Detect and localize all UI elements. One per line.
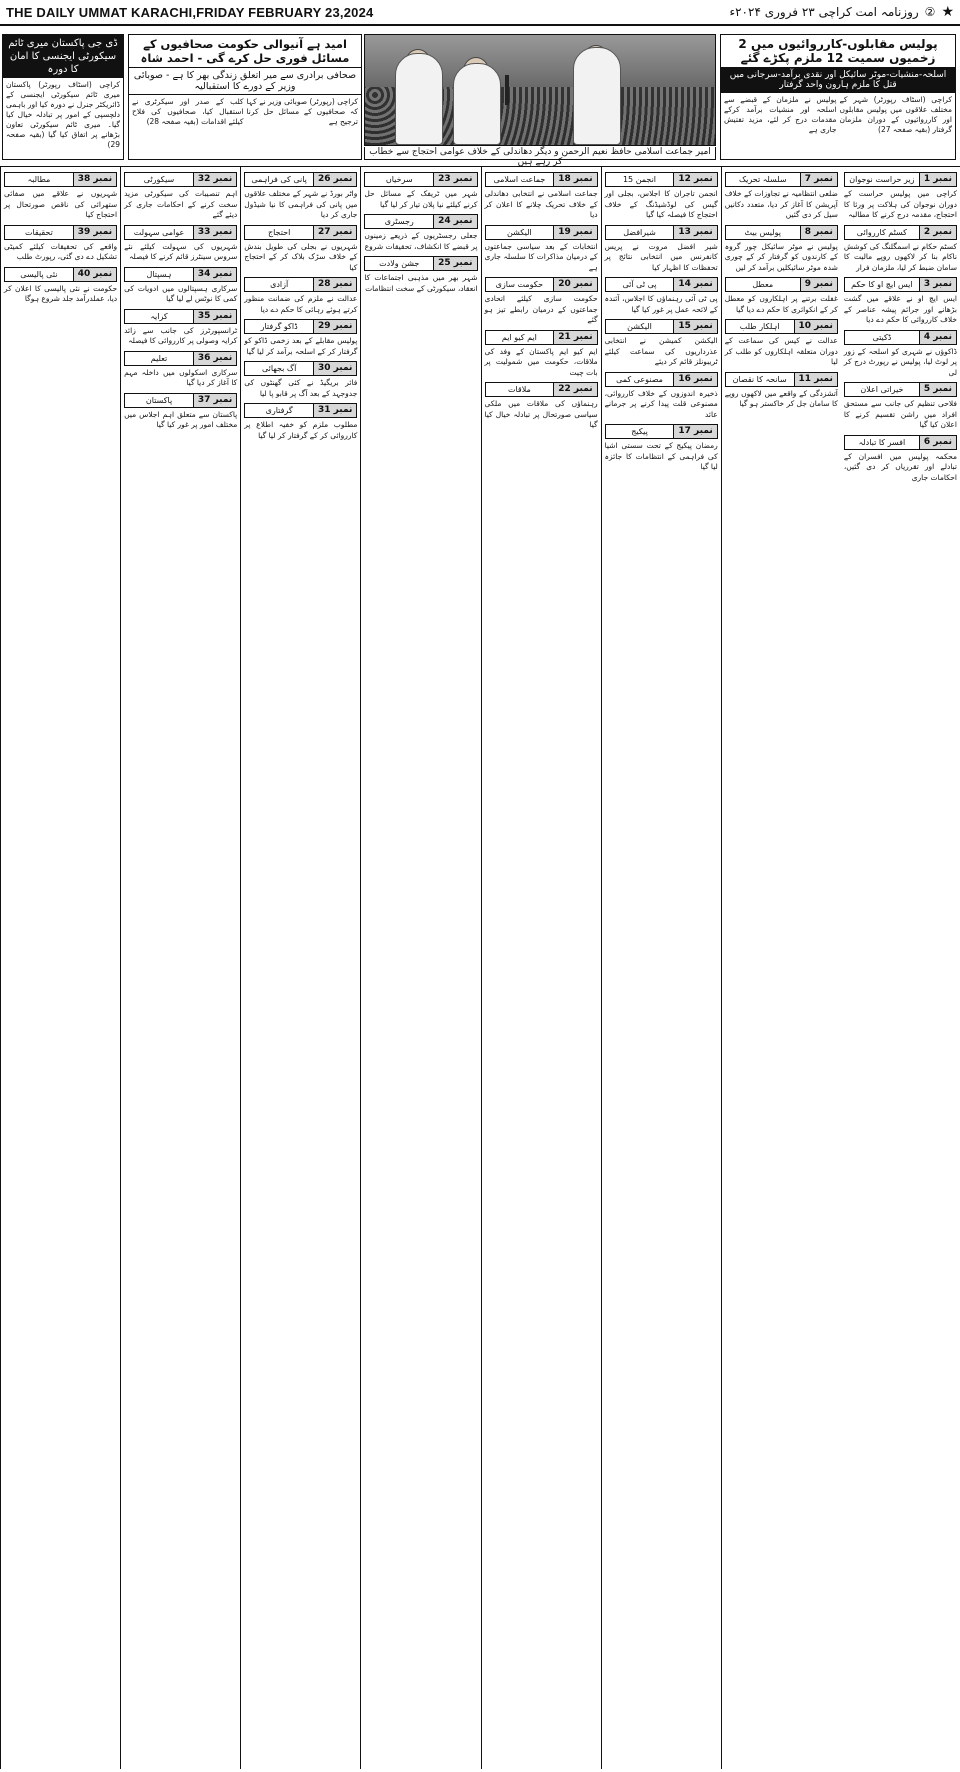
news-item — [124, 393, 237, 431]
continuation-number: نمبر 26 — [313, 173, 356, 186]
continuation-tag — [844, 225, 957, 240]
continuation-tag — [244, 225, 357, 240]
article-text: ٹرانسپورٹرز کی جانب سے زائد کرایہ وصولی پر کارروائی کا فیصلہ — [124, 325, 238, 345]
police-col2: پولیس نے ملزمان کے قبضے سے اسلحہ اور منشیات برآمد کرکے مقدمات درج کر لئے، مزید تفتیش جاری ہے — [724, 95, 837, 134]
news-column — [721, 167, 841, 1769]
continuation-tag — [364, 214, 477, 229]
news-column — [240, 167, 360, 1769]
continuation-number: نمبر 3 — [919, 278, 956, 291]
continuation-number: نمبر 5 — [919, 383, 956, 396]
continuation-tag — [244, 172, 357, 187]
news-item — [4, 225, 117, 263]
continuation-number: نمبر 16 — [673, 373, 716, 386]
article-text: واقعے کی تحقیقات کیلئے کمیٹی تشکیل دے دی گئی، رپورٹ طلب — [4, 241, 118, 261]
continuation-title: مطالبہ — [27, 175, 51, 184]
continuation-tag — [605, 277, 718, 292]
news-column — [0, 167, 120, 1769]
continuation-number: نمبر 35 — [193, 310, 236, 323]
article-text: کسٹم حکام نے اسمگلنگ کی کوشش ناکام بنا کر لاکھوں روپے مالیت کا سامان ضبط کر لیا، ملزمان فرار — [843, 241, 957, 272]
article-text: آتشزدگی کے واقعے میں لاکھوں روپے کا سامان جل کر خاکستر ہو گیا — [724, 388, 838, 408]
article-text: عدالت نے ملزم کی ضمانت منظور کرتے ہوئے رہائی کا حکم دے دیا — [244, 294, 358, 314]
continuation-tag — [124, 225, 237, 240]
news-item — [605, 277, 718, 315]
continuation-title: تعلیم — [150, 353, 168, 363]
continuation-tag — [844, 172, 957, 187]
masthead — [0, 0, 960, 26]
continuation-tag — [485, 330, 598, 345]
news-item — [605, 172, 718, 221]
continuation-title: سلسلہ تحریک — [738, 175, 787, 184]
continuation-tag — [244, 319, 357, 334]
top-region — [0, 30, 960, 167]
continuation-tag — [364, 256, 477, 271]
news-item — [485, 330, 598, 379]
continuation-number: نمبر 11 — [794, 373, 837, 386]
news-item — [4, 172, 117, 221]
article-text: واٹر بورڈ نے شہر کے مختلف علاقوں میں پانی کی فراہمی کا نیا شیڈول جاری کر دیا — [244, 189, 358, 219]
continuation-title: زیر حراست نوجوان — [849, 175, 915, 184]
news-item — [364, 256, 477, 294]
continuation-tag — [364, 172, 477, 187]
continuation-number: نمبر 38 — [73, 173, 116, 186]
article-text: پولیس مقابلے کے بعد زخمی ڈاکو کو گرفتار کر کے اسلحہ برآمد کر لیا گیا — [244, 336, 358, 356]
news-item — [605, 319, 718, 368]
continuation-tag — [485, 172, 598, 187]
news-item — [244, 403, 357, 441]
maritime-story — [2, 34, 124, 160]
continuation-tag — [725, 225, 838, 240]
continuation-title: ایس ایچ او کا حکم — [851, 280, 913, 289]
continuation-number: نمبر 33 — [193, 226, 236, 239]
continuation-tag — [485, 277, 598, 292]
article-text: شہر میں ٹریفک کے مسائل حل کرنے کیلئے نیا پلان تیار کر لیا گیا — [364, 189, 478, 209]
continuation-tag — [605, 172, 718, 187]
news-item — [244, 319, 357, 357]
news-item — [485, 225, 598, 274]
news-item — [244, 225, 357, 274]
continuation-number: نمبر 37 — [193, 394, 236, 407]
continuation-title: سیکورٹی — [143, 175, 175, 184]
continuation-tag — [605, 424, 718, 439]
news-item — [485, 277, 598, 326]
news-item — [124, 267, 237, 305]
police-subhead: اسلحہ-منشیات-موٹر سائیکل اور نقدی برآمد-سرجانی میں قتل کا ملزم ہارون واحد گرفتار — [721, 68, 955, 93]
news-column — [360, 167, 480, 1769]
continuation-number: نمبر 28 — [313, 278, 356, 291]
photo-caption: امیر جماعت اسلامی حافظ نعیم الرحمن و دیگر دھاندلی کے خلاف عوامی احتجاج سے خطاب کر رہے ہیں — [364, 147, 716, 160]
news-item — [844, 225, 957, 274]
article-text: ایس ایچ او نے علاقے میں گشت بڑھانے اور جرائم پیشہ عناصر کے خلاف کارروائی کا حکم دے دیا — [843, 294, 957, 324]
continuation-title: پاکستان — [145, 395, 173, 405]
continuation-title: پیکیج — [631, 427, 648, 436]
continuation-tag — [124, 351, 237, 366]
news-item — [844, 172, 957, 221]
continuation-tag — [485, 225, 598, 240]
news-item — [364, 214, 477, 252]
continuation-title: جماعت اسلامی — [493, 175, 546, 184]
continuation-title: ہسپتال — [146, 269, 172, 279]
continuation-number: نمبر 34 — [193, 268, 236, 281]
speaker2-figure — [573, 47, 621, 145]
continuation-title: الیکشن — [627, 322, 652, 331]
article-text: شہریوں نے علاقے میں صفائی ستھرائی کی ناقص صورتحال پر احتجاج کیا — [4, 189, 118, 219]
article-text: ذخیرہ اندوزوں کے خلاف کارروائی، مصنوعی قلت پیدا کرنے پر جرمانے عائد — [604, 388, 718, 419]
masthead-urdu-text: روزنامہ امت کراچی ۲۳ فروری ۲۰۲۴ء — [729, 5, 919, 19]
continuation-number: نمبر 40 — [73, 268, 116, 281]
continuation-tag — [725, 277, 838, 292]
continuation-number: نمبر 10 — [794, 320, 837, 333]
news-item — [485, 172, 598, 221]
continuation-number: نمبر 30 — [313, 362, 356, 375]
masthead-english-title: THE DAILY UMMAT KARACHI,FRIDAY FEBRUARY 23,2024 — [6, 4, 374, 20]
article-text: رمضان پیکیج کے تحت سستی اشیا کی فراہمی کے انتظامات کا جائزہ لیا گیا — [604, 441, 718, 471]
continuation-title: ملاقات — [507, 385, 531, 394]
article-text: سرکاری اسکولوں میں داخلہ مہم کا آغاز کر دیا گیا — [124, 367, 238, 387]
maritime-headline: ڈی جی پاکستان میری ٹائم سیکورٹی ایجنسی کا امان کا دورہ — [3, 35, 123, 78]
continuation-number: نمبر 15 — [673, 320, 716, 333]
police-story — [720, 34, 956, 160]
news-item — [244, 277, 357, 315]
article-text: حکومت نے نئی پالیسی کا اعلان کر دیا، عملدرآمد جلد شروع ہوگا — [4, 283, 118, 303]
article-text: حکومت سازی کیلئے اتحادی جماعتوں کے درمیان رابطے تیز ہو گئے — [484, 294, 598, 324]
continuation-title: آزادی — [270, 280, 289, 289]
news-item — [605, 225, 718, 274]
article-text: عدالت نے کیس کی سماعت کے دوران متعلقہ اہلکاروں کو طلب کر لیا — [724, 336, 838, 366]
continuation-number: نمبر 9 — [800, 278, 837, 291]
continuation-number: نمبر 29 — [313, 320, 356, 333]
continuation-tag — [725, 372, 838, 387]
star-icon: ★ — [941, 4, 954, 20]
article-text: شیر افضل مروت نے پریس کانفرنس میں انتخابی نتائج پر تحفظات کا اظہار کیا — [604, 241, 718, 272]
journalists-story — [128, 34, 362, 160]
article-text: رہنماؤں کی ملاقات میں ملکی سیاسی صورتحال پر تبادلہ خیال کیا گیا — [484, 399, 598, 429]
continuation-title: ایم کیو ایم — [501, 332, 537, 342]
continuation-title: سانحہ کا نقصان — [732, 374, 787, 384]
continuation-title: کسٹم کارروائی — [856, 227, 907, 237]
news-column — [841, 167, 960, 1769]
continuation-title: پی ٹی آئی — [622, 280, 657, 289]
police-headline: پولیس مقابلوں-کارروائیوں میں 2 زخمیوں سمیت 12 ملزم پکڑے گئے — [721, 35, 955, 68]
article-text: اہم تنصیبات کی سیکورٹی مزید سخت کرنے کے احکامات جاری کر دیئے گئے — [124, 189, 238, 219]
article-text: محکمہ پولیس میں افسران کے تبادلے اور تقرریاں کر دی گئیں، احکامات جاری — [843, 451, 957, 482]
continuation-number: نمبر 24 — [433, 215, 476, 228]
article-text: الیکشن کمیشن نے انتخابی عذرداریوں کی سماعت کیلئے ٹریبونلز قائم کر دیئے — [604, 336, 718, 366]
police-col1: کراچی (اسٹاف رپورٹر) شہر کے مختلف علاقوں میں پولیس مقابلوں اور کارروائیوں کے دوران ملزمان گرفتار (بقیہ صفحہ 27) — [839, 95, 952, 134]
continuation-title: خیراتی اعلان — [860, 385, 904, 394]
continuation-title: ڈکیتی — [872, 332, 892, 342]
continuation-number: نمبر 20 — [553, 278, 596, 291]
continuation-tag — [124, 267, 237, 282]
article-text: فلاحی تنظیم کی جانب سے مستحق افراد میں راشن تقسیم کرنے کا اعلان کیا گیا — [843, 399, 957, 429]
masthead-urdu-title — [729, 4, 954, 20]
continuation-number: نمبر 22 — [553, 383, 596, 396]
maritime-body: کراچی (اسٹاف رپورٹر) پاکستان میری ٹائم سیکورٹی ایجنسی کے ڈائریکٹر جنرل نے دورہ کیا اور باہمی دلچسپی کے امور پر تبادلہ خیال کیا گیا۔ میری ٹائم سیکورٹی تعاون بڑھانے پر اتفاق کیا گیا (بقیہ صفحہ 29) — [6, 80, 120, 149]
continuation-title: آگ بجھائی — [261, 364, 297, 373]
article-text: شہر بھر میں مذہبی اجتماعات کا انعقاد، سیکورٹی کے سخت انتظامات — [364, 273, 478, 293]
continuation-number: نمبر 23 — [433, 173, 476, 186]
news-item — [725, 277, 838, 315]
continuation-title: تحقیقات — [24, 227, 53, 237]
continuation-title: پولیس بیٹ — [744, 227, 781, 237]
continuation-number: نمبر 13 — [673, 226, 716, 239]
continuation-title: افسر کا تبادلہ — [858, 437, 906, 447]
article-text: کراچی میں پولیس حراست کے دوران نوجوان کی ہلاکت پر ورثا کا احتجاج، مقدمہ درج کرنے کا مطالبہ — [843, 189, 957, 219]
news-item — [844, 277, 957, 326]
continuation-tag — [244, 361, 357, 376]
continuation-number: نمبر 21 — [553, 331, 596, 344]
continuation-tag — [124, 172, 237, 187]
article-text: شہریوں کی سہولت کیلئے نئے سروس سینٹرز قائم کرنے کا فیصلہ — [124, 241, 238, 261]
continuation-tag — [124, 309, 237, 324]
journalists-col2: کلب کے صدر اور سیکرٹری نے استقبال کیا، صحافیوں کی فلاح کیلئے اقدامات (بقیہ صفحہ 28) — [132, 97, 244, 126]
continuation-tag — [4, 172, 117, 187]
journalists-subhead: صحافی برادری سے میر اتعلق زندگی بھر کا ہے - صوبائی وزیر کے دورے کا استقبالیہ — [129, 68, 361, 95]
continuation-title: گرفتاری — [265, 406, 293, 415]
continuation-number: نمبر 25 — [433, 257, 476, 270]
continuation-tag — [844, 435, 957, 450]
continuation-title: اہلکار طلب — [739, 322, 780, 331]
news-item — [844, 330, 957, 379]
continuation-title: معطل — [752, 280, 774, 289]
news-columns — [0, 166, 960, 1769]
news-item — [124, 225, 237, 263]
continuation-number: نمبر 39 — [73, 226, 116, 239]
continuation-title: کرایہ — [150, 311, 168, 321]
continuation-tag — [605, 372, 718, 387]
continuation-number: نمبر 14 — [673, 278, 716, 291]
continuation-title: سرخیاں — [385, 175, 413, 184]
continuation-number: نمبر 32 — [193, 173, 236, 186]
continuation-title: پانی کی فراہمی — [251, 175, 307, 184]
continuation-title: الیکشن — [507, 227, 532, 237]
news-column — [120, 167, 240, 1769]
continuation-tag — [244, 403, 357, 418]
continuation-number: نمبر 36 — [193, 352, 236, 365]
continuation-title: انجمن 15 — [622, 175, 657, 184]
continuation-title: ڈاکو گرفتار — [260, 322, 298, 331]
continuation-tag — [725, 172, 838, 187]
person-figure — [453, 63, 501, 145]
article-text: ڈاکوؤں نے شہری کو اسلحہ کے زور پر لوٹ لیا، پولیس نے رپورٹ درج کر لی — [843, 346, 957, 377]
news-item — [725, 172, 838, 221]
microphone — [505, 75, 509, 105]
news-item — [844, 382, 957, 431]
article-text: جعلی رجسٹریوں کے ذریعے زمینوں پر قبضے کا انکشاف، تحقیقات شروع — [364, 231, 478, 251]
continuation-number: نمبر 4 — [919, 331, 956, 344]
news-column — [601, 167, 721, 1769]
speaker-figure — [395, 53, 443, 145]
article-text: سرکاری ہسپتالوں میں ادویات کی کمی کا نوٹس لے لیا گیا — [124, 283, 238, 303]
continuation-number: نمبر 19 — [553, 226, 596, 239]
continuation-number: نمبر 31 — [313, 404, 356, 417]
news-item — [124, 172, 237, 221]
news-item — [605, 372, 718, 421]
news-item — [725, 372, 838, 410]
continuation-tag — [605, 225, 718, 240]
continuation-title: احتجاج — [267, 227, 291, 237]
page-number: ② — [924, 5, 936, 19]
news-item — [244, 172, 357, 221]
continuation-tag — [4, 225, 117, 240]
continuation-tag — [485, 382, 598, 397]
article-text: انجمن تاجران کا اجلاس، بجلی اور گیس کی لوڈشیڈنگ کے خلاف احتجاج کا فیصلہ کیا گیا — [604, 189, 718, 219]
continuation-title: حکومت سازی — [495, 280, 544, 289]
article-text: فائر بریگیڈ نے کئی گھنٹوں کی جدوجہد کے بعد آگ پر قابو پا لیا — [244, 378, 358, 398]
article-text: جماعت اسلامی نے انتخابی دھاندلی کے خلاف تحریک چلانے کا اعلان کر دیا — [484, 189, 598, 219]
article-text: ضلعی انتظامیہ نے تجاوزات کے خلاف آپریشن کا آغاز کر دیا، متعدد دکانیں سیل کر دی گئیں — [724, 189, 838, 219]
continuation-number: نمبر 6 — [919, 436, 956, 449]
continuation-number: نمبر 1 — [919, 173, 956, 186]
continuation-title: مصنوعی کمی — [616, 374, 663, 384]
article-text: غفلت برتنے پر اہلکاروں کو معطل کر کے انکوائری کا حکم دے دیا گیا — [724, 294, 838, 314]
news-item — [364, 172, 477, 210]
news-item — [244, 361, 357, 399]
continuation-tag — [244, 277, 357, 292]
article-text: مطلوب ملزم کو خفیہ اطلاع پر کارروائی کر کے گرفتار کر لیا گیا — [244, 420, 358, 440]
news-column — [481, 167, 601, 1769]
continuation-tag — [844, 330, 957, 345]
journalists-headline: امید ہے آنیوالی حکومت صحافیوں کے مسائل فوری حل کرے گی - احمد شاہ — [129, 35, 361, 68]
news-item — [124, 309, 237, 347]
news-item — [844, 435, 957, 484]
continuation-title: شیرافضل — [623, 227, 656, 237]
continuation-title: جشن ولادت — [379, 259, 420, 268]
continuation-tag — [124, 393, 237, 408]
article-text: ایم کیو ایم پاکستان کے وفد کی ملاقات، حکومت میں شمولیت پر بات چیت — [484, 346, 598, 377]
continuation-number: نمبر 12 — [673, 173, 716, 186]
continuation-number: نمبر 27 — [313, 226, 356, 239]
continuation-tag — [725, 319, 838, 334]
continuation-title: رجسٹری — [384, 217, 414, 226]
continuation-number: نمبر 17 — [673, 425, 716, 438]
article-text: انتخابات کے بعد سیاسی جماعتوں کے درمیان مذاکرات کا سلسلہ جاری ہے — [484, 241, 598, 272]
rally-photo — [364, 34, 716, 146]
news-item — [605, 424, 718, 473]
continuation-title: نئی پالیسی — [20, 269, 58, 279]
continuation-number: نمبر 18 — [553, 173, 596, 186]
article-text: پاکستان سے متعلق اہم اجلاس میں مختلف امور پر غور کیا گیا — [124, 409, 238, 429]
continuation-number: نمبر 2 — [919, 226, 956, 239]
continuation-number: نمبر 8 — [800, 226, 837, 239]
continuation-tag — [844, 277, 957, 292]
article-text: پولیس نے موٹر سائیکل چور گروہ کے کارندوں کو گرفتار کر کے چوری شدہ موٹر سائیکلیں برآمد کر لیں — [724, 241, 838, 272]
news-item — [124, 351, 237, 389]
news-item — [4, 267, 117, 305]
continuation-title: عوامی سہولت — [133, 227, 185, 237]
article-text: پی ٹی آئی رہنماؤں کا اجلاس، آئندہ کے لائحہ عمل پر غور کیا گیا — [604, 294, 718, 314]
news-item — [725, 319, 838, 368]
journalists-col1: کراچی (رپورٹر) صوبائی وزیر نے کہا کہ صحافیوں کے مسائل حل کرنا ترجیح ہے — [246, 97, 358, 126]
continuation-tag — [844, 382, 957, 397]
article-text: شہریوں نے بجلی کی طویل بندش کے خلاف سڑک بلاک کر کے احتجاج کیا — [244, 241, 358, 272]
news-item — [485, 382, 598, 431]
continuation-number: نمبر 7 — [800, 173, 837, 186]
news-item — [725, 225, 838, 274]
continuation-tag — [605, 319, 718, 334]
continuation-tag — [4, 267, 117, 282]
